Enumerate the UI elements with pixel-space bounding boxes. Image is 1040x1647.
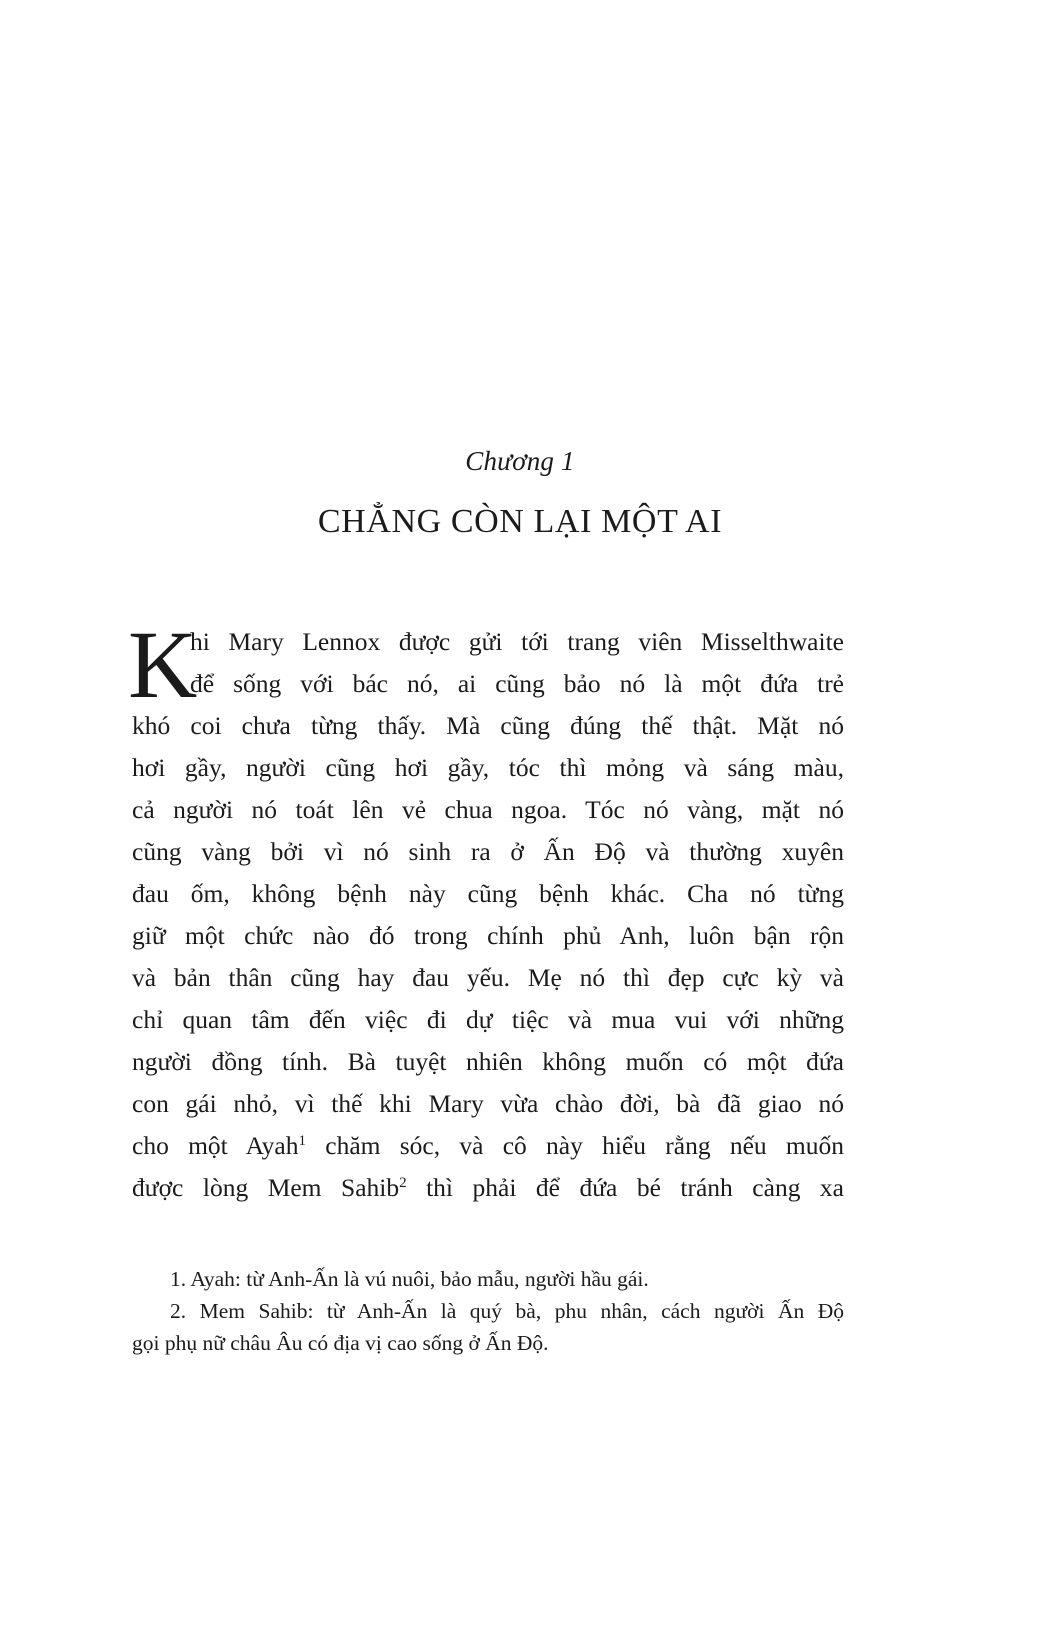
- chapter-title: CHẲNG CÒN LẠI MỘT AI: [317, 503, 723, 540]
- drop-cap: K: [128, 611, 198, 718]
- text-fragment: thì phải để đứa bé tránh càng xa: [406, 1173, 844, 1202]
- footnotes: [132, 1263, 844, 1359]
- footnote-2: 2. Mem Sahib: từ Anh-Ấn là quý bà, phu nhân, cách người Ấn Độ: [170, 1299, 844, 1323]
- text-line: cả người nó toát lên vẻ chua ngoa. Tóc nó vàng, mặt nó: [132, 795, 844, 824]
- text-line: để sống với bác nó, ai cũng bảo nó là một đứa trẻ: [190, 669, 844, 698]
- chapter-number: Chương 1: [465, 446, 575, 476]
- text-fragment: được lòng Mem Sahib: [132, 1173, 400, 1202]
- text-line: đau ốm, không bệnh này cũng bệnh khác. Cha nó từng: [132, 879, 844, 908]
- text-line: [132, 1125, 844, 1167]
- text-line: cũng vàng bởi vì nó sinh ra ở Ấn Độ và thường xuyên: [132, 837, 844, 866]
- text-fragment: chăm sóc, và cô này hiểu rằng nếu muốn: [306, 1131, 844, 1160]
- text-line: chỉ quan tâm đến việc đi dự tiệc và mua vui với những: [132, 1005, 844, 1034]
- text-line: và bản thân cũng hay đau yếu. Mẹ nó thì đẹp cực kỳ và: [132, 963, 844, 992]
- text-line: hơi gầy, người cũng hơi gầy, tóc thì mỏng và sáng màu,: [132, 753, 844, 782]
- footnote-marker: 2: [399, 1175, 407, 1191]
- footnote-marker: 1: [298, 1133, 306, 1149]
- text-line: giữ một chức nào đó trong chính phủ Anh, luôn bận rộn: [132, 921, 844, 950]
- text-line: [132, 1167, 844, 1209]
- text-fragment: cho một Ayah: [132, 1131, 299, 1160]
- text-line: khó coi chưa từng thấy. Mà cũng đúng thế thật. Mặt nó: [132, 711, 844, 740]
- body-paragraph: [128, 611, 844, 1209]
- footnote-2-continuation: gọi phụ nữ châu Âu có địa vị cao sống ở Ấn Độ.: [132, 1331, 549, 1355]
- footnote-1: 1. Ayah: từ Anh-Ấn là vú nuôi, bảo mẫu, người hầu gái.: [170, 1267, 649, 1291]
- text-line: hi Mary Lennox được gửi tới trang viên Misselthwaite: [190, 627, 844, 656]
- text-line: người đồng tính. Bà tuyệt nhiên không muốn có một đứa: [132, 1047, 844, 1076]
- text-line: con gái nhỏ, vì thế khi Mary vừa chào đời, bà đã giao nó: [132, 1089, 844, 1118]
